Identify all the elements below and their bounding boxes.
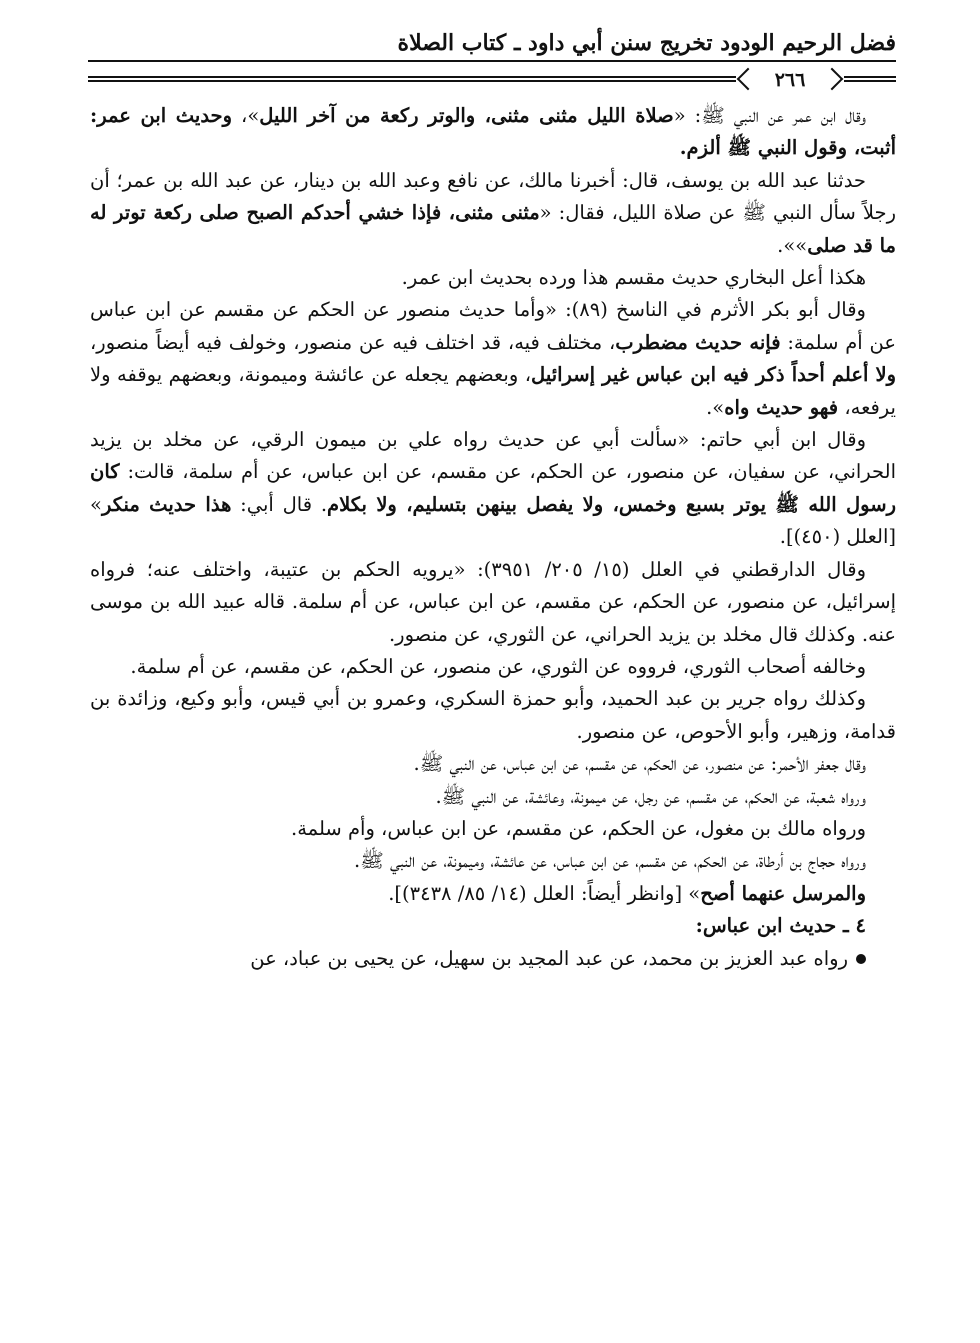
paragraph bbox=[90, 748, 896, 780]
paragraph bbox=[90, 910, 896, 942]
text-segment: » [وانظر أيضاً: العلل (١٤/ ٨٥/ ٣٤٣٨)]. bbox=[388, 881, 701, 905]
page-number: ٢٦٦ bbox=[742, 68, 838, 92]
paragraph bbox=[90, 845, 896, 877]
text-segment: . قال أبي: bbox=[231, 492, 328, 516]
bold-text-segment: والمرسل عنهما أصح bbox=[700, 881, 866, 905]
bold-text-segment: فهو حديث واه bbox=[724, 395, 839, 419]
text-segment: حدثنا عبد الله بن يوسف، قال: أخبرنا مالك، عن نافع وعبد الله بن دينار، عن عبد الله بن عمر؛ أن رجلاً سأل النبي ﷺ عن صلاة الليل، فقال: « bbox=[90, 168, 896, 225]
paragraph bbox=[90, 943, 896, 975]
text-segment: رواه عبد العزيز بن محمد، عن عبد المجيد بن سهيل، عن يحيى بن عباد، عن bbox=[250, 946, 848, 970]
paragraph bbox=[90, 651, 896, 683]
text-segment: ». bbox=[706, 395, 725, 419]
paragraph bbox=[90, 100, 896, 165]
text-segment: »، bbox=[232, 104, 260, 127]
paragraph bbox=[90, 554, 896, 651]
text-segment: وكذلك رواه جرير بن عبد الحميد، وأبو حمزة السكري، وعمرو بن أبي قيس، وأبو وكيع، وزائدة بن قدامة، وزهير، وأبو الأحوص، عن منصور. bbox=[90, 687, 896, 743]
text-segment: ورواه حجاج بن أرطاة، عن الحكم، عن مقسم، عن ابن عباس، عن عائشة، وميمونة، عن النبي ﷺ. bbox=[354, 849, 866, 873]
text-segment: وخالفه أصحاب الثوري، فرووه عن الثوري، عن منصور، عن الحكم، عن مقسم، عن أم سلمة. bbox=[130, 654, 866, 678]
bold-text-segment: ولا أعلم أحداً ذكر فيه ابن عباس غير إسرائيل bbox=[531, 363, 896, 387]
main-text bbox=[90, 100, 896, 1330]
bold-text-segment: صلاة الليل مثنى مثنى، والوتر ركعة من آخر الليل bbox=[259, 104, 674, 127]
text-segment: » [العلل (٤٥٠)]. bbox=[90, 492, 896, 549]
paragraph bbox=[90, 165, 896, 262]
paragraph bbox=[90, 781, 896, 813]
paragraph bbox=[90, 294, 896, 424]
bold-text-segment: هذا حديث منكر bbox=[101, 492, 232, 516]
paragraph bbox=[90, 813, 896, 845]
bold-text-segment: وحديث ابن عمر: أثبت، وقول النبي ﷺ ألزم. bbox=[90, 104, 896, 160]
text-segment: هكذا أعل البخاري حديث مقسم هذا ورده بحديث ابن عمر. bbox=[401, 266, 866, 290]
bold-text-segment: ٤ ـ حديث ابن عباس: bbox=[695, 914, 866, 938]
text-segment: »». bbox=[777, 233, 808, 257]
text-segment: ورواه شعبة، عن الحكم، عن مقسم، عن رجل، عن ميمونة، وعائشة، عن النبي ﷺ. bbox=[435, 784, 866, 808]
ornament-line-right bbox=[844, 76, 896, 82]
text-segment: وقال أبو بكر الأثرم في الناسخ (٨٩): «وأما حديث منصور عن الحكم عن مقسم عن ابن عباس عن أم سلمة: bbox=[90, 298, 896, 354]
paragraph bbox=[90, 424, 896, 554]
bold-text-segment: كان رسول الله ﷺ يوتر بسبع وخمس، ولا يفصل بينهن بتسليم، ولا بكلام bbox=[90, 460, 896, 516]
text-segment: وقال ابن أبي حاتم: «سألت أبي عن حديث رواه علي بن ميمون الرقي، عن مخلد بن يزيد الحراني، عن سفيان، عن منصور، عن الحكم، عن مقسم، عن ابن عباس، عن أم سلمة، قالت: bbox=[90, 428, 896, 484]
text-segment: ورواه مالك بن مغول، عن الحكم، عن مقسم، عن ابن عباس، وأم سلمة. bbox=[291, 816, 866, 840]
page-number-row bbox=[88, 68, 896, 94]
page-header bbox=[88, 28, 896, 90]
paragraph bbox=[90, 683, 896, 748]
text-segment: ، مختلف فيه، قد اختلف فيه عن منصور، وخولف فيه أيضاً منصور، bbox=[90, 330, 616, 354]
text-segment: وقال جعفر الأحمر: عن منصور، عن الحكم، عن مقسم، عن ابن عباس، عن النبي ﷺ. bbox=[413, 752, 866, 776]
text-segment: ، وبعضهم يجعله عن عائشة وميمونة، وبعضهم يوقفه ولا يرفعه، bbox=[90, 363, 896, 419]
text-segment: وقال ابن عمر عن النبي ﷺ: « bbox=[673, 104, 866, 127]
paragraph bbox=[90, 878, 896, 910]
bold-text-segment: فإنه حديث مضطرب bbox=[615, 330, 781, 354]
bold-text-segment: مثنى مثنى، فإذا خشي أحدكم الصبح صلى ركعة توتر له ما قد صلى bbox=[90, 201, 896, 257]
header-rule bbox=[88, 60, 896, 62]
bullet-icon bbox=[856, 954, 866, 964]
paragraph bbox=[90, 262, 896, 294]
text-segment: وقال الدارقطني في العلل (١٥/ ٢٠٥/ ٣٩٥١): «يرويه الحكم بن عتيبة، واختلف عنه؛ فرواه إسرائيل، عن منصور، عن الحكم، عن مقسم، عن ابن عباس، عن أم سلمة. قاله عبيد الله بن موسى عنه. وكذلك قال مخلد بن يزيد الحراني، عن الثوري، عن منصور. bbox=[90, 557, 896, 646]
running-title: فضل الرحيم الودود تخريج سنن أبي داود ـ كتاب الصلاة bbox=[397, 30, 896, 56]
ornament-line-left bbox=[88, 76, 736, 82]
